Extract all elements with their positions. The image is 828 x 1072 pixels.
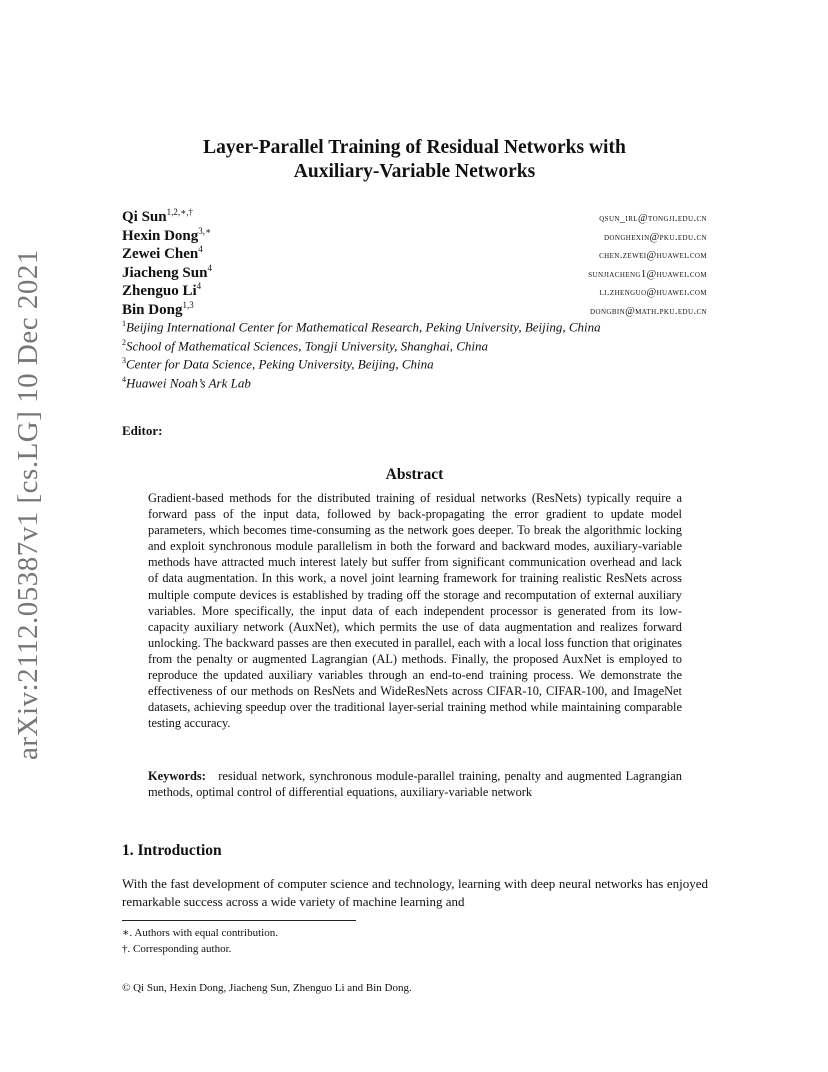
author-email: li.zhenguo@huawei.com bbox=[599, 287, 707, 298]
title-line-2: Auxiliary-Variable Networks bbox=[293, 161, 536, 182]
abstract-heading: Abstract bbox=[385, 466, 444, 483]
paper-title bbox=[122, 136, 707, 184]
author-name: Zewei Chen$^4$ bbox=[122, 244, 203, 262]
keywords-text: residual network, synchronous module-parallel training, penalty and augmented Lagrangian methods, optimal control of differential equations, auxiliary-variable network bbox=[148, 769, 683, 800]
author-email: donghexin@pku.edu.cn bbox=[603, 231, 707, 243]
arxiv-sidebar bbox=[0, 0, 60, 1072]
author-row bbox=[122, 281, 707, 300]
author-email: chen.zewei@huawei.com bbox=[599, 250, 707, 261]
author-row bbox=[122, 207, 707, 226]
author-name: Hexin Dong$^{3,∗}$ bbox=[122, 225, 212, 244]
affiliation: $^2$School of Mathematical Sciences, Tongji University, Shanghai, China bbox=[122, 337, 489, 353]
author-email: sunjiacheng1@huawei.com bbox=[588, 268, 707, 280]
affiliation: $^4$Huawei Noah’s Ark Lab bbox=[122, 374, 251, 390]
footnote-list bbox=[122, 925, 278, 957]
author-list bbox=[122, 207, 707, 318]
author-name: Bin Dong$^{1,3}$ bbox=[122, 299, 194, 318]
author-email: dongbin@math.pku.edu.cn bbox=[590, 305, 707, 317]
section-heading: 1. Introduction bbox=[122, 842, 222, 859]
author-row bbox=[122, 244, 707, 263]
author-row bbox=[122, 226, 707, 245]
affiliation: $^3$Center for Data Science, Peking University, Beijing, China bbox=[122, 356, 434, 372]
footnote: ∗. Authors with equal contribution. bbox=[122, 927, 278, 939]
affiliation-list bbox=[122, 319, 712, 393]
footnote: †. Corresponding author. bbox=[122, 943, 232, 955]
affiliation: $^1$Beijing International Center for Mathematical Research, Peking University, Beijing, China bbox=[122, 319, 601, 335]
abstract-text: Gradient-based methods for the distributed training of residual networks (ResNets) typically require a forward pass of the input data, followed by back-propagating the error gradient to update model parameters, which becomes time-consuming as the network goes deeper. To break the algorithmic locking and exploit synchronous module parallelism in both the forward and backward modes, auxiliary-variable methods have attracted much interest lately but suffer from significant communication overhead and lack of data augmentation. In this work, a novel joint learning framework for training realistic ResNets across multiple compute devices is established by trading off the storage and recomputation of external auxiliary variables. More specifically, the input data of each independent processor is generated from its low-capacity auxiliary network (AuxNet), which permits the use of data augmentation and realizes forward unlocking. The backward passes are then executed in parallel, each with a local loss function that originates from the penalty or augmented Lagrangian (AL) methods. Finally, the proposed AuxNet is employed to reproduce the updated auxiliary variables through an end-to-end training process. We demonstrate the effectiveness of our methods on ResNets and WideResNets across CIFAR-10, CIFAR-100, and ImageNet datasets, achieving speedup over the traditional layer-serial training method while maintaining comparable testing accuracy. bbox=[148, 491, 682, 731]
intro-text: With the fast development of computer science and technology, learning with deep neural networks has enjoyed remarkable success across a wide variety of machine learning and bbox=[122, 876, 708, 909]
author-name: Zhenguo Li$^4$ bbox=[122, 281, 202, 299]
keywords-label: Keywords: bbox=[148, 769, 206, 783]
title-line-1: Layer-Parallel Training of Residual Networks with bbox=[203, 137, 626, 158]
author-email: qsun_irl@tongji.edu.cn bbox=[599, 213, 707, 224]
copyright-notice: © Qi Sun, Hexin Dong, Jiacheng Sun, Zhenguo Li and Bin Dong. bbox=[122, 982, 412, 994]
arxiv-identifier: arXiv:2112.05387v1 [cs.LG] 10 Dec 2021 bbox=[12, 249, 44, 760]
footnote-divider bbox=[122, 920, 356, 921]
author-name: Jiacheng Sun$^4$ bbox=[122, 262, 212, 281]
author-name: Qi Sun$^{1,2,∗,\dagger}$ bbox=[122, 207, 193, 225]
keywords bbox=[148, 768, 682, 800]
editor-label: Editor: bbox=[122, 423, 163, 438]
author-row bbox=[122, 300, 707, 319]
author-row bbox=[122, 263, 707, 282]
